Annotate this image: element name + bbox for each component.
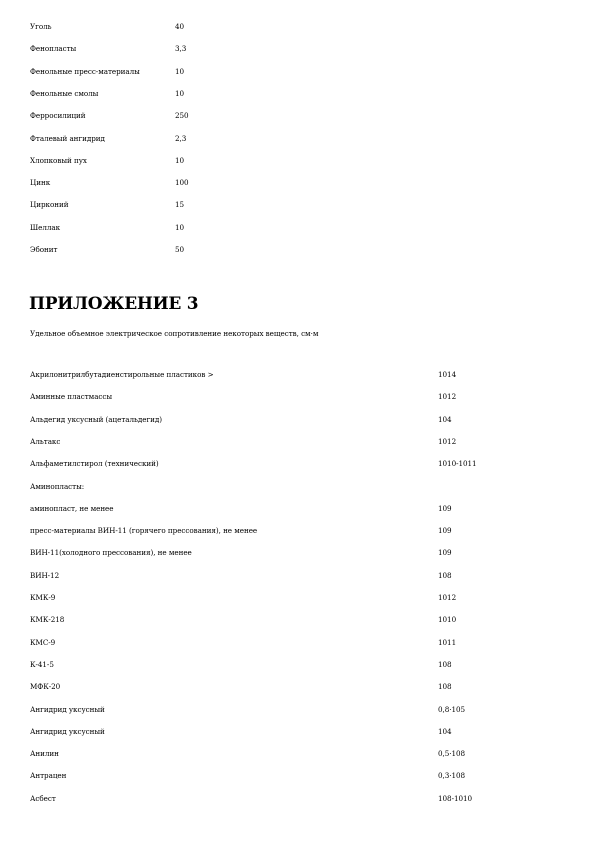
row-value: 0,8·105 (438, 704, 466, 714)
table-row (0, 706, 595, 715)
row-name: Аминные пластмассы (30, 392, 113, 402)
row-name: Эбонит (30, 245, 58, 254)
table-row (0, 45, 595, 54)
row-name: ВИН-11(холодного прессования), не менее (30, 548, 192, 558)
row-value: 108 (438, 570, 452, 580)
row-name: К-41-5 (30, 659, 54, 669)
row-value: 1012 (438, 436, 457, 446)
row-value: 1010 (438, 615, 457, 625)
row-name: Ферросилиций (30, 111, 86, 121)
table-row (0, 201, 595, 210)
row-name: ВИН-12 (30, 570, 60, 580)
row-name: КМК-9 (30, 593, 56, 602)
row-value: 1011 (438, 637, 457, 647)
row-name: Ангидрид уксусный (30, 704, 105, 714)
row-value: 0,5·108 (438, 749, 466, 759)
table-row (0, 23, 595, 32)
table-row (0, 460, 595, 469)
table-row (0, 795, 595, 804)
row-name: Уголь (30, 22, 52, 31)
table-row (0, 438, 595, 447)
row-name: Антрацен (30, 771, 67, 781)
row-value: 10 (175, 66, 185, 76)
table-row (0, 416, 595, 425)
table-row (0, 772, 595, 781)
table-row (0, 728, 595, 737)
table-row (0, 371, 595, 380)
table-row (0, 527, 595, 536)
row-name: Альтакс (30, 436, 61, 446)
row-value: 1012 (438, 593, 457, 602)
table-row (0, 750, 595, 759)
row-name: Асбест (30, 793, 56, 803)
table-row (0, 68, 595, 77)
table-row (0, 594, 595, 603)
row-value: 109 (438, 503, 452, 513)
row-value: 3,3 (175, 44, 187, 54)
row-value: 40 (175, 22, 185, 31)
appendix-title: ПРИЛОЖЕНИЕ 3 (29, 294, 199, 314)
row-value: 2,3 (175, 133, 187, 143)
row-name: Фталевый ангидрид (30, 133, 105, 143)
row-name: Анилин (30, 749, 59, 759)
row-value: 109 (438, 526, 452, 536)
row-name: аминопласт, не менее (30, 503, 114, 513)
table-row (0, 505, 595, 514)
row-value: 15 (175, 200, 185, 210)
row-value: 104 (438, 726, 452, 736)
row-name: Фенольные смолы (30, 88, 99, 98)
row-name: КМС-9 (30, 637, 56, 647)
row-value: 0,3·108 (438, 771, 466, 781)
row-name: КМК-218 (30, 615, 65, 625)
table-row (0, 393, 595, 402)
row-name: пресс-материалы ВИН-11 (горячего прессования), не менее (30, 526, 258, 536)
table-row (0, 661, 595, 670)
row-value: 1010-1011 (438, 459, 477, 469)
row-name: Фенольные пресс-материалы (30, 66, 140, 76)
row-name: Цирконий (30, 200, 69, 210)
row-name: Хлопковый пух (30, 155, 87, 165)
table-row (0, 135, 595, 144)
row-name: Аминопласты: (30, 481, 85, 491)
table-row (0, 112, 595, 121)
table-row (0, 224, 595, 233)
row-value: 50 (175, 245, 185, 254)
row-value: 10 (175, 222, 185, 232)
table-row (0, 572, 595, 581)
row-value: 100 (175, 178, 189, 188)
table-row (0, 90, 595, 99)
row-value: 109 (438, 548, 452, 558)
table-row (0, 639, 595, 648)
row-name: Шеллак (30, 222, 61, 232)
row-value: 250 (175, 111, 189, 121)
row-name: Цинк (30, 178, 51, 188)
table-row (0, 246, 595, 255)
row-value: 10 (175, 155, 185, 165)
row-value: 108-1010 (438, 793, 473, 803)
table-row (0, 179, 595, 188)
row-name: Фенопласты (30, 44, 77, 54)
table-row (0, 549, 595, 558)
table-row (0, 616, 595, 625)
row-value: 10 (175, 88, 185, 98)
table-row (0, 683, 595, 692)
appendix-subtitle: Удельное объемное электрическое сопротивление некоторых веществ, см·м (30, 329, 319, 338)
row-value: 104 (438, 414, 452, 424)
row-value: 108 (438, 682, 452, 692)
row-name: Ангидрид уксусный (30, 726, 105, 736)
row-value: 1012 (438, 392, 457, 402)
row-name: Альдегид уксусный (ацетальдегид) (30, 414, 163, 424)
row-value: 1014 (438, 370, 457, 379)
row-value: 108 (438, 659, 452, 669)
row-name: Акрилонитрилбутадиенстирольные пластиков > (30, 370, 214, 379)
table-row (0, 157, 595, 166)
table-row (0, 483, 595, 492)
row-name: МФК-20 (30, 682, 61, 692)
row-name: Альфаметилстирол (технический) (30, 459, 159, 469)
